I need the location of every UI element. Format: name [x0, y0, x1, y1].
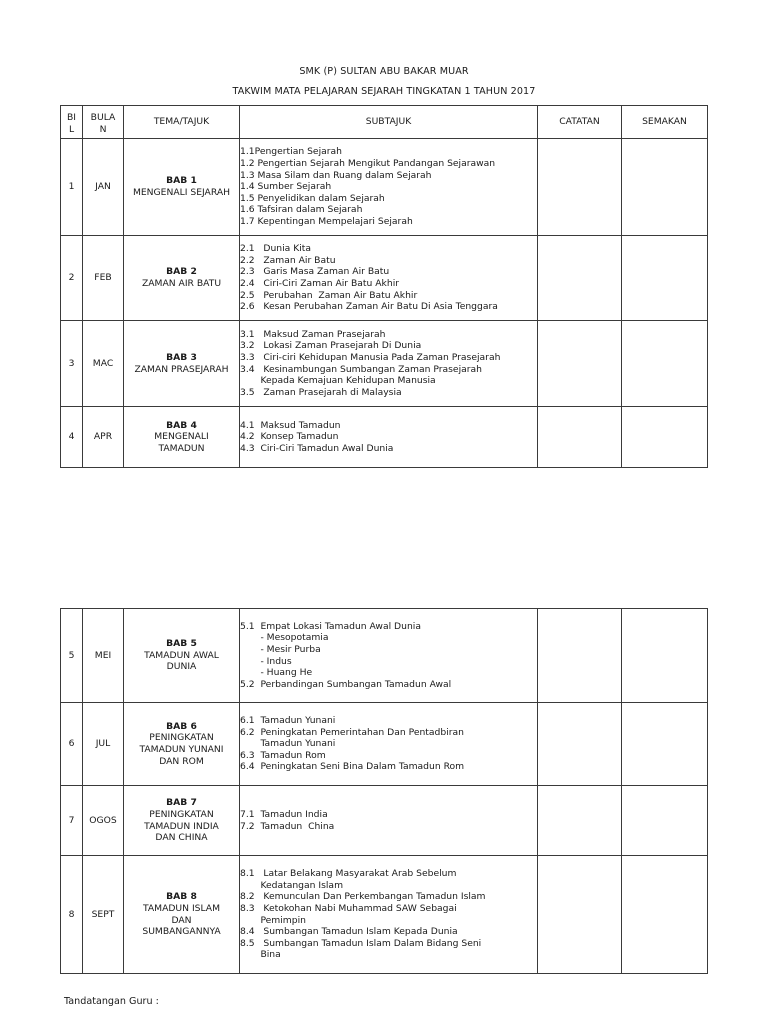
catatan-cell	[538, 236, 622, 321]
bab-label: BAB 4	[166, 419, 197, 431]
tema-title: SUMBANGANNYA	[142, 926, 221, 938]
tema-title: PENINGKATAN	[149, 732, 214, 744]
subtajuk-item: 3.4 Kesinambungan Sumbangan Zaman Prasejarah	[240, 363, 482, 375]
semakan-header: SEMAKAN	[622, 106, 708, 139]
bil-cell: 8	[61, 856, 83, 974]
tema-cell	[124, 321, 240, 407]
catatan-cell	[538, 407, 622, 468]
table-row	[61, 321, 708, 407]
table-row	[61, 407, 708, 468]
tema-title: TAMADUN YUNANI	[139, 744, 224, 755]
subtajuk-cell	[240, 321, 538, 407]
subtajuk-cell	[240, 703, 538, 786]
subtajuk-item: 7.1 Tamadun India	[240, 808, 328, 820]
tema-cell	[124, 856, 240, 974]
subtajuk-item: 8.1 Latar Belakang Masyarakat Arab Sebelum	[240, 868, 457, 880]
subtajuk-item: 4.2 Konsep Tamadun	[240, 431, 339, 443]
tema-title: MENGENALI	[154, 431, 209, 443]
semakan-cell	[622, 407, 708, 468]
table-row	[61, 703, 708, 786]
catatan-cell	[538, 786, 622, 856]
takwim-table-page-2	[60, 608, 708, 974]
tema-cell	[124, 139, 240, 236]
bulan-cell: OGOS	[83, 786, 124, 856]
subtajuk-cell	[240, 786, 538, 856]
bil-cell: 7	[61, 786, 83, 856]
semakan-cell	[622, 703, 708, 786]
subtajuk-item: Tamadun Yunani	[240, 738, 336, 750]
tema-title: TAMADUN	[158, 442, 205, 454]
catatan-header: CATATAN	[538, 106, 622, 139]
subtajuk-item: 2.3 Garis Masa Zaman Air Batu	[240, 266, 390, 278]
subtajuk-item: 1.4 Sumber Sejarah	[240, 181, 332, 193]
catatan-cell	[538, 139, 622, 236]
tema-cell	[124, 236, 240, 321]
header-row	[61, 106, 708, 139]
subtajuk-item: 3.1 Maksud Zaman Prasejarah	[240, 328, 386, 340]
subtajuk-item: 2.1 Dunia Kita	[240, 243, 312, 255]
bil-cell: 1	[61, 139, 83, 236]
tema-title: PENINGKATAN	[149, 808, 214, 820]
bab-label: BAB 1	[166, 175, 197, 187]
subtajuk-item: 4.3 Ciri-Ciri Tamadun Awal Dunia	[240, 442, 394, 454]
subtajuk-item: - Indus	[240, 655, 292, 667]
subtajuk-item: Bina	[240, 949, 281, 961]
bil-cell: 2	[61, 236, 83, 321]
bulan-cell: SEPT	[83, 856, 124, 974]
subtajuk-item: - Huang He	[240, 667, 313, 679]
semakan-cell	[622, 856, 708, 974]
semakan-cell	[622, 786, 708, 856]
tema-title: ZAMAN AIR BATU	[141, 278, 222, 289]
bab-label: BAB 7	[166, 797, 197, 809]
table-row	[61, 856, 708, 974]
subtajuk-cell	[240, 236, 538, 321]
tema-cell	[124, 703, 240, 786]
table-row	[61, 786, 708, 856]
subtajuk-item: - Mesopotamia	[240, 632, 329, 644]
bulan-cell: APR	[83, 407, 124, 468]
tema-title: DUNIA	[166, 661, 197, 673]
subtajuk-item: 8.2 Kemunculan Dan Perkembangan Tamadun Islam	[240, 891, 486, 903]
subtajuk-cell	[240, 407, 538, 468]
subtajuk-item: 3.3 Ciri-ciri Kehidupan Manusia Pada Zaman Prasejarah	[240, 351, 501, 363]
subtajuk-item: 1.7 Kepentingan Mempelajari Sejarah	[240, 215, 413, 227]
subtajuk-item: 1.5 Penyelidikan dalam Sejarah	[240, 192, 385, 204]
subtajuk-item: - Mesir Purba	[240, 643, 321, 655]
subtajuk-item: 8.4 Sumbangan Tamadun Islam Kepada Dunia	[240, 926, 458, 938]
tema-title: DAN	[171, 914, 192, 926]
catatan-cell	[538, 609, 622, 703]
subtajuk-item: 5.2 Perbandingan Sumbangan Tamadun Awal	[240, 678, 452, 690]
bil-cell: 6	[61, 703, 83, 786]
semakan-cell	[622, 236, 708, 321]
tema-title: ZAMAN PRASEJARAH	[134, 363, 229, 375]
subtajuk-cell	[240, 139, 538, 236]
takwim-table-page-1	[60, 105, 708, 468]
bulan-cell: MEI	[83, 609, 124, 703]
subtajuk-item: 1.3 Masa Silam dan Ruang dalam Sejarah	[240, 169, 432, 181]
bulan-cell: MAC	[83, 321, 124, 407]
subtajuk-item: 3.2 Lokasi Zaman Prasejarah Di Dunia	[240, 340, 422, 352]
subtajuk-item: 1.6 Tafsiran dalam Sejarah	[240, 204, 363, 216]
bil-header: BI L	[61, 106, 83, 139]
bulan-cell: JUL	[83, 703, 124, 786]
subtajuk-cell	[240, 856, 538, 974]
bulan-cell: JAN	[83, 139, 124, 236]
teacher-signature-label: Tandatangan Guru :	[64, 996, 159, 1007]
subtajuk-item: 7.2 Tamadun China	[240, 820, 335, 832]
subtajuk-item: 4.1 Maksud Tamadun	[240, 419, 341, 431]
bab-label: BAB 3	[166, 351, 197, 363]
catatan-cell	[538, 321, 622, 407]
subtajuk-item: 6.3 Tamadun Rom	[240, 749, 326, 761]
subtajuk-item: 8.5 Sumbangan Tamadun Islam Dalam Bidang Seni	[240, 937, 482, 949]
document-title: TAKWIM MATA PELAJARAN SEJARAH TINGKATAN 1 TAHUN 2017	[232, 86, 536, 97]
bab-label: BAB 5	[166, 638, 197, 650]
tema-cell	[124, 407, 240, 468]
bab-label: BAB 6	[166, 720, 197, 732]
subtajuk-item: 6.4 Peningkatan Seni Bina Dalam Tamadun Rom	[240, 761, 465, 773]
semakan-cell	[622, 609, 708, 703]
bab-label: BAB 8	[166, 891, 197, 903]
subtajuk-item: 8.3 Ketokohan Nabi Muhammad SAW Sebagai	[240, 902, 457, 914]
subtajuk-cell	[240, 609, 538, 703]
tema-header: TEMA/TAJUK	[124, 106, 240, 139]
tema-title: DAN CHINA	[155, 832, 208, 844]
tema-title: TAMADUN INDIA	[144, 820, 219, 832]
tema-title: DAN ROM	[159, 755, 204, 767]
tema-title: TAMADUN ISLAM	[142, 902, 221, 914]
table-row	[61, 139, 708, 236]
subtajuk-item: 5.1 Empat Lokasi Tamadun Awal Dunia	[240, 620, 421, 632]
subtajuk-item: 1.2 Pengertian Sejarah Mengikut Pandangan Sejarawan	[240, 158, 496, 170]
table-row	[61, 609, 708, 703]
subtajuk-item: 6.2 Peningkatan Pemerintahan Dan Pentadbiran	[240, 726, 464, 738]
bulan-cell: FEB	[83, 236, 124, 321]
bulan-header: BULA N	[83, 106, 124, 139]
subtajuk-item: 2.6 Kesan Perubahan Zaman Air Batu Di Asia Tenggara	[240, 301, 498, 313]
subtajuk-item: Pemimpin	[240, 914, 306, 926]
tema-cell	[124, 609, 240, 703]
catatan-cell	[538, 856, 622, 974]
subtajuk-item: 1.1Pengertian Sejarah	[240, 146, 342, 158]
tema-title: MENGENALI SEJARAH	[132, 187, 231, 198]
subtajuk-item: 6.1 Tamadun Yunani	[240, 715, 336, 727]
school-name: SMK (P) SULTAN ABU BAKAR MUAR	[299, 66, 469, 77]
tema-title: TAMADUN AWAL	[144, 649, 219, 661]
catatan-cell	[538, 703, 622, 786]
subtajuk-header: SUBTAJUK	[240, 106, 538, 139]
semakan-cell	[622, 321, 708, 407]
bil-cell: 4	[61, 407, 83, 468]
semakan-cell	[622, 139, 708, 236]
bil-cell: 3	[61, 321, 83, 407]
subtajuk-item: Kedatangan Islam	[240, 879, 344, 891]
table-row	[61, 236, 708, 321]
tema-cell	[124, 786, 240, 856]
subtajuk-item: Kepada Kemajuan Kehidupan Manusia	[240, 375, 436, 387]
bab-label: BAB 2	[166, 266, 197, 278]
bil-cell: 5	[61, 609, 83, 703]
subtajuk-item: 2.5 Perubahan Zaman Air Batu Akhir	[240, 289, 418, 301]
subtajuk-item: 3.5 Zaman Prasejarah di Malaysia	[240, 386, 402, 398]
subtajuk-item: 2.2 Zaman Air Batu	[240, 254, 336, 266]
subtajuk-item: 2.4 Ciri-Ciri Zaman Air Batu Akhir	[240, 278, 400, 289]
